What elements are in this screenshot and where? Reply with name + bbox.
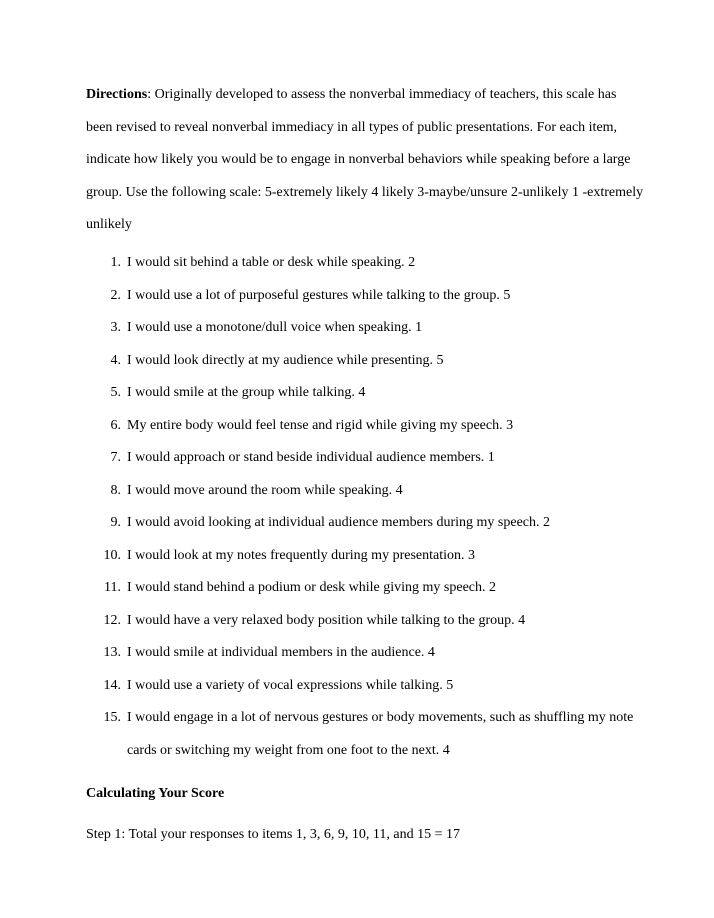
- survey-item-text: I would use a variety of vocal expressions while talking. 5: [127, 677, 454, 693]
- survey-item-number: 4.: [110, 352, 121, 368]
- survey-item-text: I would approach or stand beside individual audience members. 1: [127, 450, 495, 465]
- survey-item-text: I would use a lot of purposeful gestures while talking to the group. 5: [127, 287, 511, 303]
- survey-item: [86, 247, 646, 280]
- survey-item-text: I would use a monotone/dull voice when speaking. 1: [127, 320, 423, 335]
- survey-item-number: 14.: [103, 677, 121, 693]
- survey-item-number: 3.: [110, 320, 121, 335]
- survey-item: [86, 345, 646, 378]
- survey-item: [86, 280, 646, 313]
- directions-label: Directions: [86, 87, 148, 102]
- survey-item: [86, 670, 646, 703]
- calculating-score-heading: Calculating Your Score: [86, 786, 225, 801]
- survey-item: [86, 475, 646, 508]
- survey-item-number: 9.: [110, 515, 121, 530]
- survey-item-number: 15.: [103, 710, 121, 725]
- survey-item-number: 5.: [110, 385, 121, 400]
- survey-item: [86, 702, 646, 767]
- survey-item-number: 6.: [110, 417, 121, 433]
- survey-item: [86, 312, 646, 345]
- survey-item-text: I would smile at the group while talking. 4: [127, 385, 366, 400]
- survey-item-text: I would sit behind a table or desk while speaking. 2: [127, 255, 416, 270]
- survey-item-number: 7.: [110, 450, 121, 465]
- survey-item-text: I would look directly at my audience while presenting. 5: [127, 352, 444, 368]
- survey-item: [86, 572, 646, 605]
- survey-item-number: 10.: [103, 547, 121, 563]
- survey-item: [86, 637, 646, 670]
- survey-item: [86, 540, 646, 573]
- survey-item: [86, 377, 646, 410]
- survey-item-text: I would stand behind a podium or desk while giving my speech. 2: [127, 580, 496, 595]
- survey-item-text: I would avoid looking at individual audience members during my speech. 2: [127, 515, 551, 530]
- survey-item: [86, 605, 646, 638]
- survey-item-text: My entire body would feel tense and rigid while giving my speech. 3: [127, 417, 514, 433]
- survey-item-list: [86, 247, 646, 767]
- survey-item-number: 1.: [110, 255, 121, 270]
- score-step-1: Step 1: Total your responses to items 1, 3, 6, 9, 10, 11, and 15 = 17: [86, 827, 461, 842]
- survey-item-text: I would have a very relaxed body position while talking to the group. 4: [127, 612, 526, 628]
- survey-item: [86, 442, 646, 475]
- survey-item-number: 2.: [110, 287, 121, 303]
- survey-item-number: 12.: [103, 612, 121, 628]
- survey-item: [86, 507, 646, 540]
- survey-item: [86, 410, 646, 443]
- survey-item-text: I would look at my notes frequently during my presentation. 3: [127, 547, 475, 563]
- survey-item-text: I would smile at individual members in the audience. 4: [127, 645, 435, 660]
- directions-text: : Originally developed to assess the nonverbal immediacy of teachers, this scale has been revised to reveal nonverbal immediacy in all types of public presentations. For each item, indicate how likely you would be to engage in nonverbal behaviors while speaking before a large group. Use the following scale: 5-extremely likely 4 likely 3-maybe/unsure 2-unlikely 1 -extremely unlikely: [86, 87, 644, 232]
- survey-item-number: 13.: [103, 645, 121, 660]
- survey-item-text: I would move around the room while speaking. 4: [127, 482, 403, 498]
- survey-item-number: 8.: [110, 482, 121, 498]
- directions-paragraph: [86, 79, 646, 242]
- survey-item-text: I would engage in a lot of nervous gestures or body movements, such as shuffling my note cards or switching my weight from one foot to the next. 4: [127, 710, 634, 758]
- survey-item-number: 11.: [104, 580, 121, 595]
